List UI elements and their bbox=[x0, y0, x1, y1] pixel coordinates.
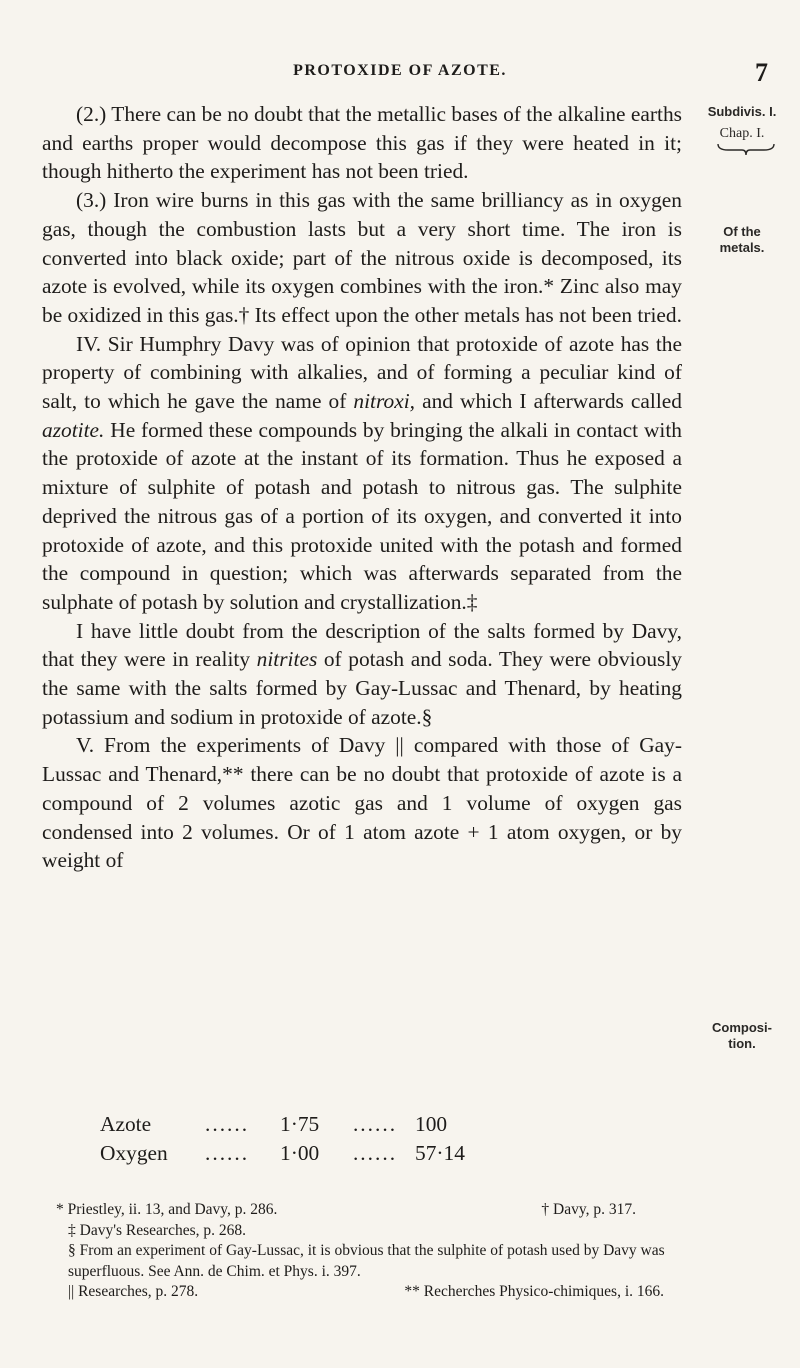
page-number: 7 bbox=[755, 58, 768, 87]
percent-value: 57·14 bbox=[415, 1140, 465, 1165]
text-span: IV. Sir Humphry Davy was of opinion that protoxide of azote has the property of combining with alkalies, and of forming a peculiar kind of salt, to which he gave the name of bbox=[42, 331, 682, 414]
table-row bbox=[100, 1110, 660, 1139]
leader-dots: ...... bbox=[352, 1112, 398, 1136]
term-nitrites: nitrites bbox=[256, 647, 318, 672]
text-span: I have little doubt from the description of the salts formed by Davy, that they were in reality bbox=[42, 618, 682, 672]
row-label: Oxygen bbox=[100, 1140, 168, 1165]
atom-weight: 1·75 bbox=[280, 1112, 320, 1136]
term-nitroxi: nitroxi, bbox=[353, 389, 415, 414]
main-text bbox=[42, 100, 682, 875]
paragraph-composition: V. From the experiments of Davy || compared with those of Gay-Lussac and Thenard,** there can be no doubt that protoxide of azote is a compound of 2 volumes azotic gas and 1 volume of oxygen gas condensed into 2 volumes. Or of 1 atom azote + 1 atom oxygen, or by weight of bbox=[42, 733, 682, 873]
composition-table bbox=[100, 1110, 660, 1167]
footnote-gay-lussac: § From an experiment of Gay-Lussac, it is obvious that the sulphite of potash used by Davy was superfluous. See Ann. de Chim. et Phys. i. 397. bbox=[68, 1242, 665, 1280]
sidenote-chap: Chap. I. bbox=[719, 126, 765, 141]
leader-dots: ...... bbox=[352, 1140, 398, 1165]
sidenote-composi: Composi- bbox=[712, 1020, 772, 1035]
sidenote-tion: tion. bbox=[728, 1036, 756, 1051]
leader-dots: ...... bbox=[205, 1140, 250, 1165]
sidenote-of-the: Of the bbox=[723, 224, 761, 239]
footnote-row bbox=[56, 1200, 676, 1221]
paragraph-nitrites bbox=[42, 617, 682, 732]
row-label: Azote bbox=[100, 1112, 152, 1136]
percent-value: 100 bbox=[415, 1112, 448, 1136]
leader-dots: ...... bbox=[205, 1112, 250, 1136]
paragraph-iron-wire: (3.) Iron wire burns in this gas with the same brilliancy as in oxygen gas, though the combustion lasts but a very short time. The iron is converted into black oxide; part of the nitrous oxide is decomposed, its azote is evolved, while its oxygen combines with the iron.* Zinc also may be oxidized in this gas.† Its effect upon the other metals has not been tried. bbox=[42, 188, 682, 327]
page-header bbox=[0, 58, 800, 92]
sidenote-subdivis: Subdivis. I. bbox=[707, 104, 777, 119]
running-head: PROTOXIDE OF AZOTE. bbox=[293, 62, 507, 79]
atom-weight: 1·00 bbox=[280, 1140, 320, 1165]
paragraph-metallic-bases: (2.) There can be no doubt that the metallic bases of the alkaline earths and earths proper would decompose this gas if they were heated in it; though hitherto the experiment has not been tried. bbox=[42, 102, 682, 184]
table-row bbox=[100, 1139, 660, 1168]
sidenote-of-the-metals bbox=[688, 224, 796, 256]
brace-icon bbox=[716, 142, 776, 156]
term-azotite: azotite. bbox=[42, 417, 105, 442]
footnote-davy-317: † Davy, p. 317. bbox=[541, 1201, 636, 1218]
sidenote-subdivision bbox=[688, 104, 796, 156]
footnote-davy-researches: ‡ Davy's Researches, p. 268. bbox=[68, 1221, 246, 1239]
text-span: of potash and soda. They were obviously the same with the salts formed by Gay-Lussac and Thenard, by heating potassium and sodium in protoxide of azote.§ bbox=[42, 647, 682, 729]
text-span: and which I afterwards called bbox=[415, 389, 682, 414]
footnote-row bbox=[56, 1282, 676, 1303]
sidenote-metals: metals. bbox=[719, 240, 765, 255]
text-span: He formed these compounds by bringing the alkali in contact with the protoxide of azote at the instant of its formation. Thus he exposed a mixture of sulphite of potash and potash to nitrous gas. The sulphite deprived the nitrous gas of a portion of its oxygen, and converted it into protoxide of azote, and this protoxide united with the potash and formed the compound in question; which was afterwards separated from the sulphate of potash by solution and crystallization.‡ bbox=[42, 417, 682, 614]
sidenote-composition bbox=[688, 1020, 796, 1052]
paragraph-humphry-davy bbox=[42, 330, 682, 617]
footnote-recherches: ** Recherches Physico-chimiques, i. 166. bbox=[404, 1283, 664, 1300]
footnote-researches-278: || Researches, p. 278. bbox=[68, 1283, 199, 1300]
footnotes bbox=[56, 1200, 676, 1303]
footnote-priestley: * Priestley, ii. 13, and Davy, p. 286. bbox=[56, 1201, 278, 1218]
